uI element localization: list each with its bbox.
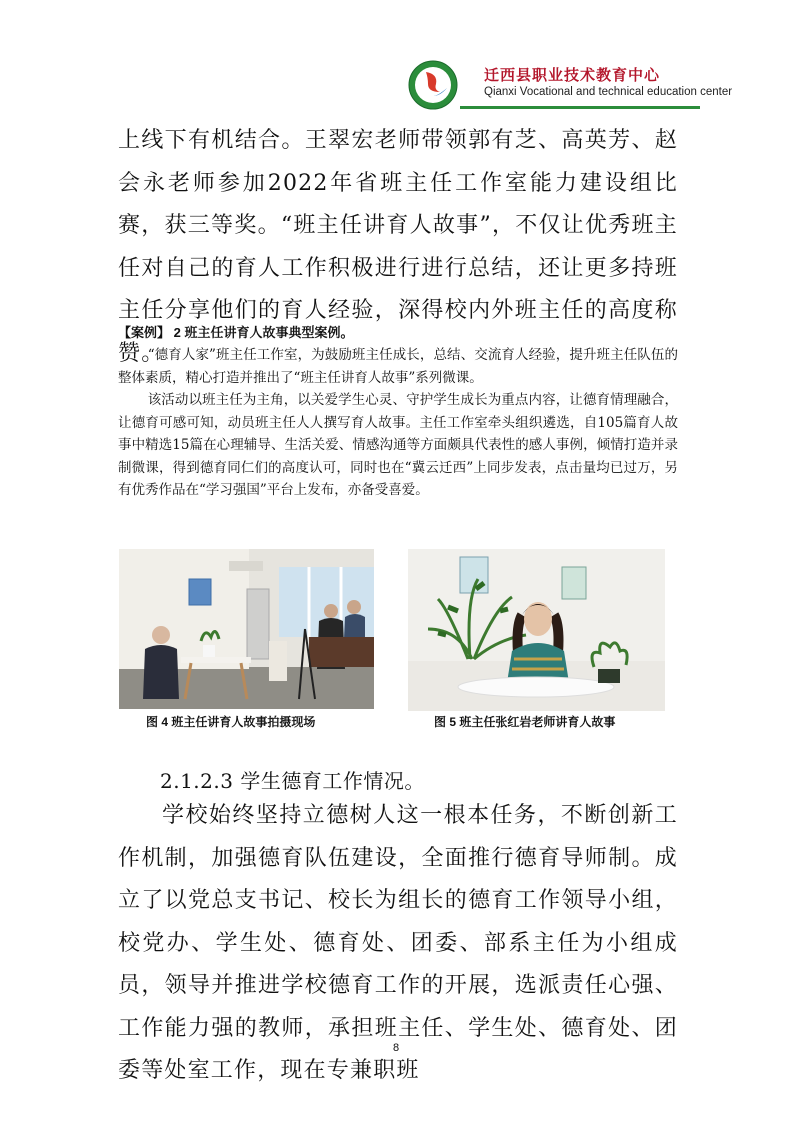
case-paragraph-2: 该活动以班主任为主角，以关爱学生心灵、守护学生成长为重点内容，让德育情理融合，让德育可感可知，动员班主任人人撰写育人故事。主任工作室牵头组织遴选，自105篇育人故事中精选15篇在心理辅导、生活关爱、情感沟通等方面颇具代表性的感人事例，倾情打造并录制微课，得到德育同仁们的高度认可，同时也在“冀云迁西”上同步发表，点击量均已过万，另有优秀作品在“学习强国”平台上发布，亦备受喜爱。 xyxy=(118,392,678,498)
page-header xyxy=(400,58,733,114)
filming-scene-illustration xyxy=(119,549,374,709)
teacher-portrait-illustration xyxy=(408,549,665,711)
org-name-cn: 迁西县职业技术教育中心 xyxy=(484,66,661,84)
page-number: 8 xyxy=(393,1042,400,1054)
figure-4-caption: 图 4 班主任讲育人故事拍摄现场 xyxy=(146,715,316,729)
body-paragraph-2: 学校始终坚持立德树人这一根本任务，不断创新工作机制，加强德育队伍建设，全面推行德育导师制。成立了以党总支书记、校长为组长的德育工作领导小组，校党办、学生处、德育处、团委、部系主任为小组成员，领导并推进学校德育工作的开展，选派责任心强、工作能力强的教师，承担班主任、学生处、德育处、团委等处室工作，现在专兼职班 xyxy=(118,803,678,1083)
school-emblem-icon xyxy=(408,60,458,110)
header-divider xyxy=(460,106,700,109)
body-paragraph-1: 上线下有机结合。王翠宏老师带领郭有芝、高英芳、赵会永老师参加2022年省班主任工作室能力建设组比赛，获三等奖。“班主任讲育人故事”，不仅让优秀班主任对自己的育人工作积极进行进行总结，还让更多持班主任分享他们的育人经验，深得校内外班主任的高度称赞。 xyxy=(118,128,678,366)
org-name-en: Qianxi Vocational and technical education center xyxy=(484,86,733,98)
section-subheading: 2.1.2.3 学生德育工作情况。 xyxy=(160,769,425,793)
case-title: 【案例】 2 班主任讲育人故事典型案例。 xyxy=(118,325,354,340)
figure-5-photo xyxy=(408,549,665,711)
figure-4-photo xyxy=(119,549,374,709)
case-body xyxy=(118,344,678,502)
figure-5-caption: 图 5 班主任张红岩老师讲育人故事 xyxy=(434,715,616,729)
case-paragraph-1: “德育人家”班主任工作室，为鼓励班主任成长，总结、交流育人经验，提升班主任队伍的整体素质，精心打造并推出了“班主任讲育人故事”系列微课。 xyxy=(118,347,678,386)
